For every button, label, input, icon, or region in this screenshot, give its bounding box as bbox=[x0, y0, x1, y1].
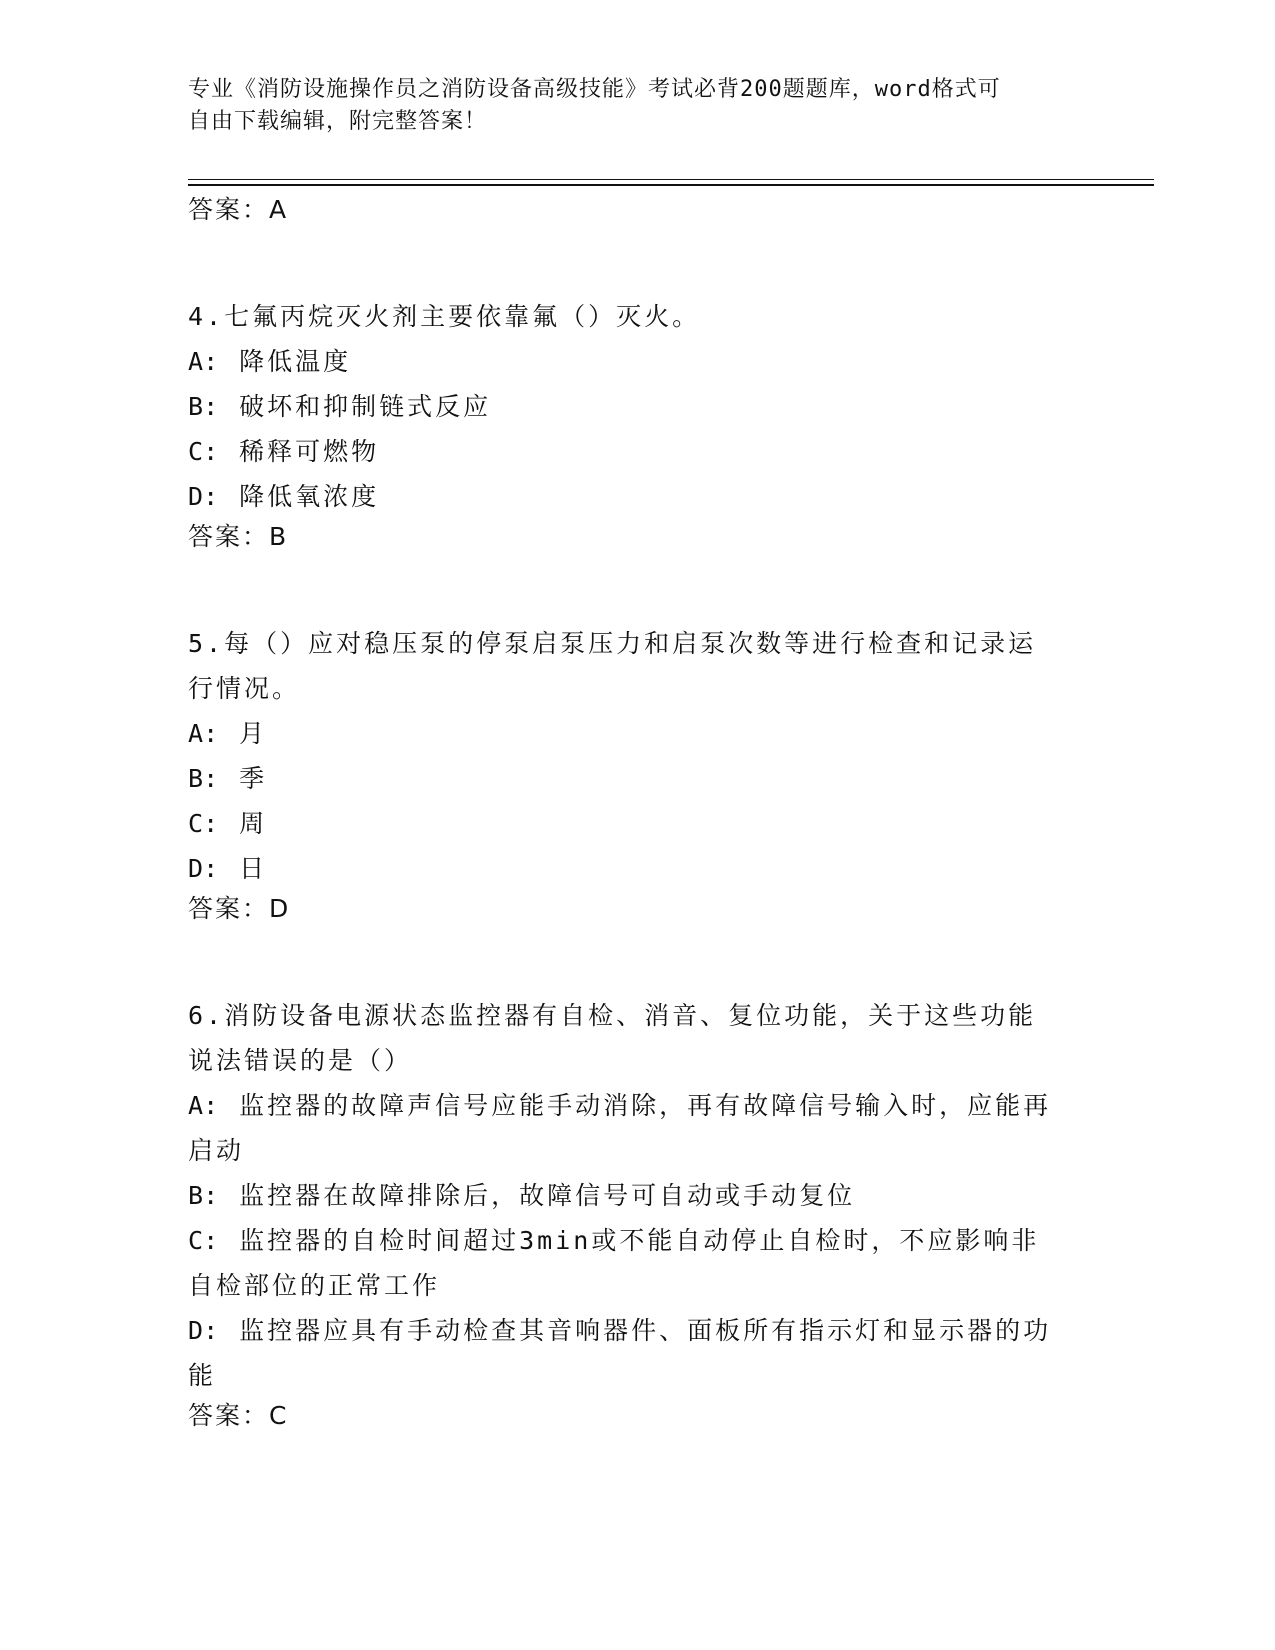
option-text: 周 bbox=[239, 809, 268, 838]
option-text: 季 bbox=[239, 764, 268, 793]
answer-value: C bbox=[269, 1401, 287, 1430]
option-d: D: 降低氧浓度 bbox=[188, 482, 380, 511]
answer-label: 答案： bbox=[188, 195, 270, 224]
option-key: B bbox=[188, 392, 204, 421]
option-a: A: 月 bbox=[188, 719, 268, 748]
header-line-1: 专业《消防设施操作员之消防设备高级技能》考试必背200题题库，word格式可 bbox=[188, 77, 1001, 102]
answer-value: D bbox=[269, 894, 289, 923]
option-key: A bbox=[188, 719, 204, 748]
option-c-continued: 自检部位的正常工作 bbox=[188, 1271, 441, 1300]
option-b: B: 破坏和抑制链式反应 bbox=[188, 392, 492, 421]
option-key: A bbox=[188, 347, 204, 376]
option-key: C bbox=[188, 1226, 204, 1255]
question-6 bbox=[188, 993, 1088, 1433]
question-4 bbox=[188, 294, 1088, 554]
header-divider-thin bbox=[188, 179, 1154, 180]
option-text: 监控器的故障声信号应能手动消除，再有故障信号输入时，应能再 bbox=[239, 1091, 1052, 1120]
option-text: 月 bbox=[239, 719, 268, 748]
answer bbox=[188, 892, 1088, 926]
answer-label: 答案： bbox=[188, 522, 270, 551]
question-text: 4.七氟丙烷灭火剂主要依靠氟（）灭火。 bbox=[188, 302, 701, 331]
answer-label: 答案： bbox=[188, 894, 270, 923]
option-key: A bbox=[188, 1091, 204, 1120]
question-text-continued: 说法错误的是（） bbox=[188, 1046, 413, 1075]
option-text: 监控器的自检时间超过3min或不能自动停止自检时，不应影响非 bbox=[239, 1226, 1040, 1255]
question-text-continued: 行情况。 bbox=[188, 674, 301, 703]
option-text: 监控器应具有手动检查其音响器件、面板所有指示灯和显示器的功 bbox=[239, 1316, 1052, 1345]
option-b: B: 季 bbox=[188, 764, 268, 793]
option-key: D bbox=[188, 482, 204, 511]
option-key: B bbox=[188, 764, 204, 793]
option-c: C: 稀释可燃物 bbox=[188, 437, 380, 466]
previous-answer bbox=[188, 193, 1088, 227]
option-text: 日 bbox=[239, 854, 268, 883]
option-text: 监控器在故障排除后，故障信号可自动或手动复位 bbox=[239, 1181, 856, 1210]
option-c: C: 周 bbox=[188, 809, 268, 838]
option-key: C bbox=[188, 809, 204, 838]
option-b: B: 监控器在故障排除后，故障信号可自动或手动复位 bbox=[188, 1181, 856, 1210]
option-a: A: 降低温度 bbox=[188, 347, 352, 376]
question-text: 5.每（）应对稳压泵的停泵启泵压力和启泵次数等进行检查和记录运 bbox=[188, 629, 1037, 658]
header-divider-thick bbox=[188, 184, 1154, 186]
answer bbox=[188, 1399, 1088, 1433]
option-text: 降低温度 bbox=[239, 347, 352, 376]
answer-label: 答案： bbox=[188, 1401, 270, 1430]
question-5 bbox=[188, 621, 1088, 926]
option-d: D: 监控器应具有手动检查其音响器件、面板所有指示灯和显示器的功 bbox=[188, 1316, 1052, 1345]
question-list bbox=[188, 193, 1088, 1500]
option-c: C: 监控器的自检时间超过3min或不能自动停止自检时，不应影响非 bbox=[188, 1226, 1040, 1255]
option-text: 降低氧浓度 bbox=[239, 482, 380, 511]
header-line-2: 自由下载编辑，附完整答案！ bbox=[188, 109, 488, 134]
answer-value: A bbox=[269, 195, 287, 224]
question-text: 6.消防设备电源状态监控器有自检、消音、复位功能，关于这些功能 bbox=[188, 1001, 1037, 1030]
option-key: B bbox=[188, 1181, 204, 1210]
document-header bbox=[188, 74, 1068, 138]
answer bbox=[188, 520, 1088, 554]
option-a: A: 监控器的故障声信号应能手动消除，再有故障信号输入时，应能再 bbox=[188, 1091, 1052, 1120]
option-key: C bbox=[188, 437, 204, 466]
option-key: D bbox=[188, 854, 204, 883]
option-d: D: 日 bbox=[188, 854, 268, 883]
option-text: 稀释可燃物 bbox=[239, 437, 380, 466]
answer-value: B bbox=[269, 522, 287, 551]
option-a-continued: 启动 bbox=[188, 1136, 245, 1165]
option-text: 破坏和抑制链式反应 bbox=[239, 392, 492, 421]
option-key: D bbox=[188, 1316, 204, 1345]
option-d-continued: 能 bbox=[188, 1361, 217, 1390]
